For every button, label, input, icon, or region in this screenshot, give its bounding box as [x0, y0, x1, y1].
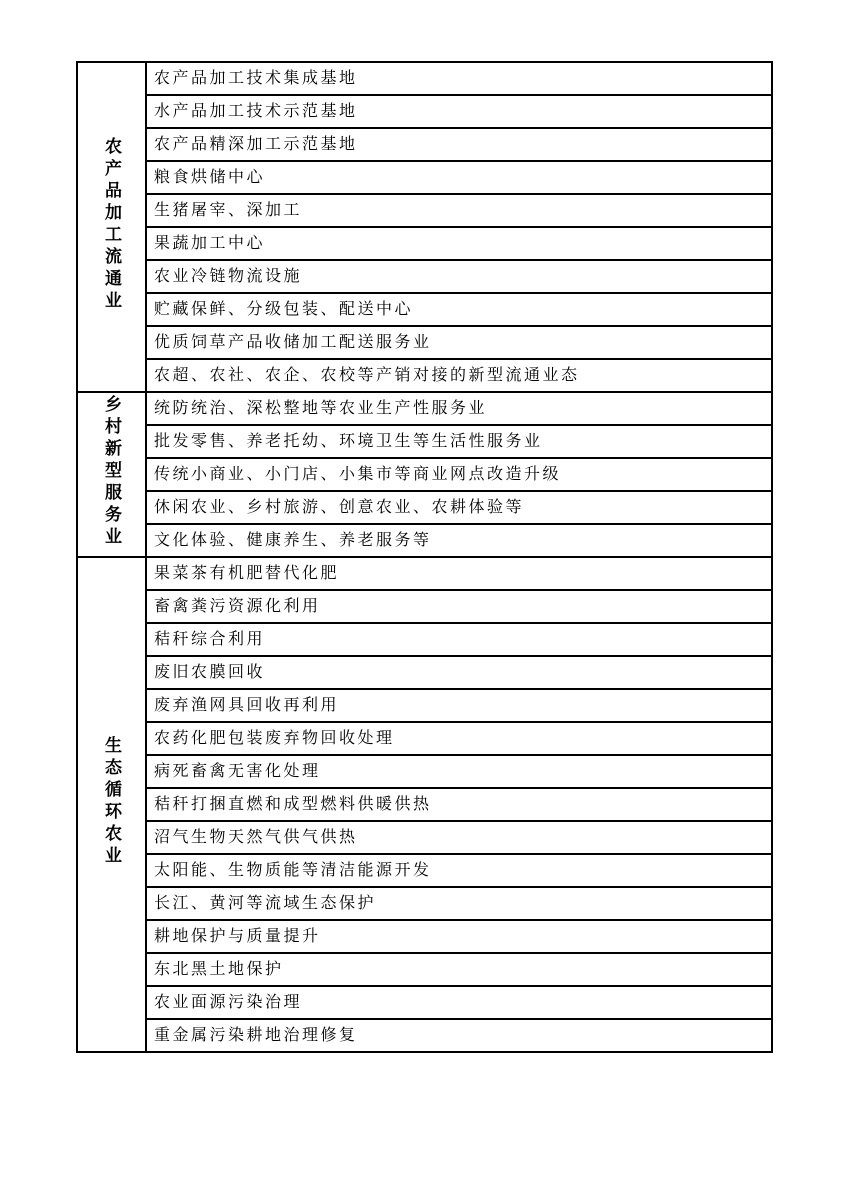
item-cell: 农产品加工技术集成基地 [146, 62, 772, 95]
item-cell: 耕地保护与质量提升 [146, 920, 772, 953]
category-cell-rural-services [77, 392, 146, 557]
item-cell: 病死畜禽无害化处理 [146, 755, 772, 788]
table-row [77, 392, 772, 425]
item-cell: 秸秆打捆直燃和成型燃料供暖供热 [146, 788, 772, 821]
item-cell: 优质饲草产品收储加工配送服务业 [146, 326, 772, 359]
table-row [77, 194, 772, 227]
item-cell: 畜禽粪污资源化利用 [146, 590, 772, 623]
table-row [77, 458, 772, 491]
table-row [77, 1019, 772, 1052]
item-cell: 果菜茶有机肥替代化肥 [146, 557, 772, 590]
category-cell-processing-circulation [77, 62, 146, 392]
category-label: 生态循环农业 [102, 736, 121, 868]
table-row [77, 161, 772, 194]
table-row [77, 623, 772, 656]
table-row [77, 590, 772, 623]
item-cell: 休闲农业、乡村旅游、创意农业、农耕体验等 [146, 491, 772, 524]
item-cell: 文化体验、健康养生、养老服务等 [146, 524, 772, 557]
item-cell: 秸秆综合利用 [146, 623, 772, 656]
item-cell: 批发零售、养老托幼、环境卫生等生活性服务业 [146, 425, 772, 458]
item-cell: 重金属污染耕地治理修复 [146, 1019, 772, 1052]
category-label: 乡村新型服务业 [102, 395, 121, 549]
item-cell: 长江、黄河等流域生态保护 [146, 887, 772, 920]
category-items-table [76, 61, 773, 1053]
table-row [77, 854, 772, 887]
table-row [77, 755, 772, 788]
item-cell: 农业面源污染治理 [146, 986, 772, 1019]
table-row [77, 689, 772, 722]
item-cell: 废旧农膜回收 [146, 656, 772, 689]
table-row [77, 821, 772, 854]
table-row [77, 326, 772, 359]
table-row [77, 491, 772, 524]
table-row [77, 293, 772, 326]
table-row [77, 95, 772, 128]
table-row [77, 986, 772, 1019]
item-cell: 统防统治、深松整地等农业生产性服务业 [146, 392, 772, 425]
item-cell: 废弃渔网具回收再利用 [146, 689, 772, 722]
item-cell: 农产品精深加工示范基地 [146, 128, 772, 161]
table-row [77, 722, 772, 755]
table-row [77, 227, 772, 260]
table-row [77, 557, 772, 590]
item-cell: 水产品加工技术示范基地 [146, 95, 772, 128]
item-cell: 沼气生物天然气供气供热 [146, 821, 772, 854]
category-cell-eco-circular-agriculture [77, 557, 146, 1052]
item-cell: 传统小商业、小门店、小集市等商业网点改造升级 [146, 458, 772, 491]
item-cell: 农超、农社、农企、农校等产销对接的新型流通业态 [146, 359, 772, 392]
item-cell: 农业冷链物流设施 [146, 260, 772, 293]
table-row [77, 425, 772, 458]
item-cell: 太阳能、生物质能等清洁能源开发 [146, 854, 772, 887]
table-row [77, 953, 772, 986]
table-row [77, 260, 772, 293]
table-row [77, 128, 772, 161]
item-cell: 果蔬加工中心 [146, 227, 772, 260]
table-row [77, 359, 772, 392]
table-row [77, 920, 772, 953]
item-cell: 生猪屠宰、深加工 [146, 194, 772, 227]
table-row [77, 788, 772, 821]
table-row [77, 524, 772, 557]
item-cell: 贮藏保鲜、分级包装、配送中心 [146, 293, 772, 326]
category-label: 农产品加工流通业 [102, 136, 121, 313]
item-cell: 农药化肥包装废弃物回收处理 [146, 722, 772, 755]
table-row [77, 887, 772, 920]
table-row [77, 62, 772, 95]
item-cell: 东北黑土地保护 [146, 953, 772, 986]
item-cell: 粮食烘储中心 [146, 161, 772, 194]
table-row [77, 656, 772, 689]
